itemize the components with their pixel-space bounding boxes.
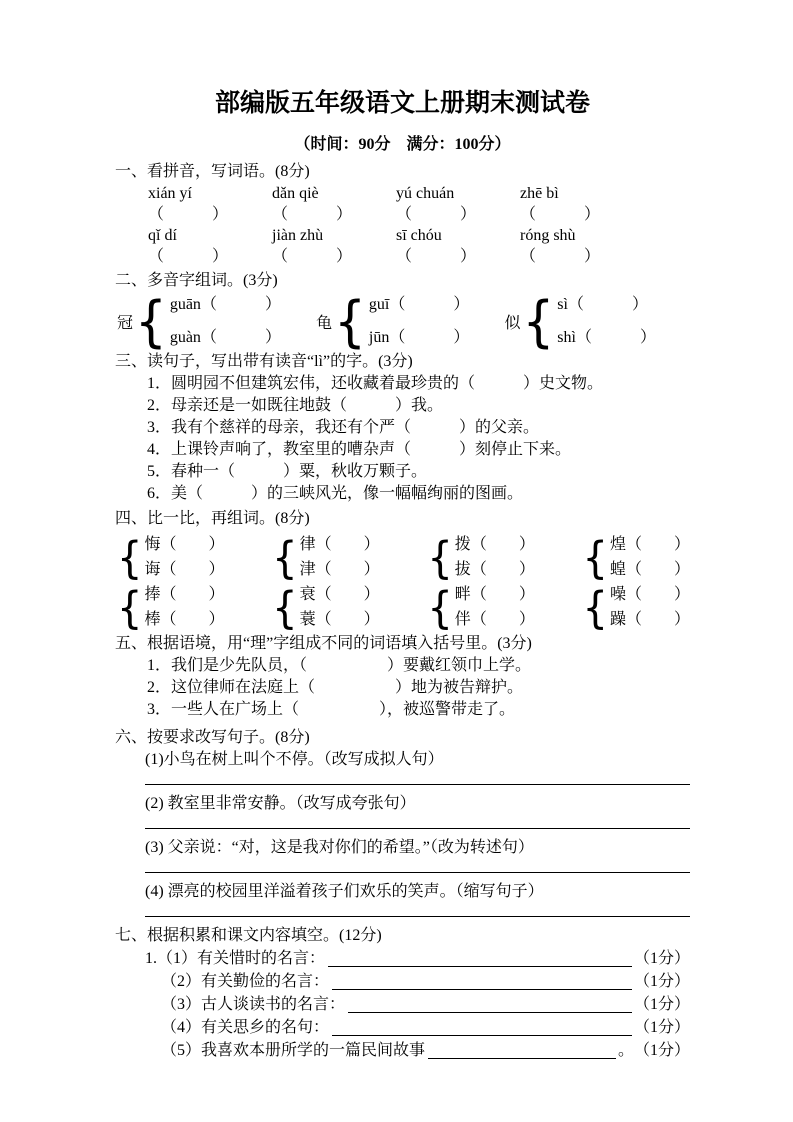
- reading-line: [170, 295, 281, 315]
- compare-pair: [300, 535, 380, 580]
- compare-line: [300, 585, 380, 605]
- polyphone-group: [504, 289, 656, 354]
- blank-parens: （ ）: [389, 329, 470, 347]
- compare-pair: [144, 535, 224, 580]
- compare-line: [300, 560, 380, 580]
- pinyin-reading: shì: [557, 329, 576, 347]
- reading-line: [369, 295, 469, 315]
- blank-parens: （ ）: [272, 248, 353, 266]
- section-2-heading: 二、多音字组词。(3分): [115, 272, 278, 290]
- blank-parens: （ ）: [272, 206, 353, 224]
- blank-parens: （ ）: [470, 611, 535, 629]
- blank-parens: （ ）: [625, 611, 690, 629]
- blank-parens: （ ）: [200, 296, 281, 314]
- compare-line: [455, 535, 535, 555]
- pinyin-reading: guān: [169, 296, 201, 314]
- answer-brackets-row-1: [115, 204, 690, 225]
- section-2: [115, 270, 690, 354]
- compare-line: [610, 560, 690, 580]
- rewrite-item: [115, 793, 690, 829]
- brace-glyph: {: [135, 289, 167, 354]
- hanzi: 伴: [454, 611, 471, 629]
- blank-parens: （ ）: [470, 586, 535, 604]
- pinyin-word: yú chuán: [396, 185, 455, 203]
- question-item: 2．母亲还是一如既往地鼓（ ）我。: [147, 397, 444, 415]
- blank-parens: （ ）: [567, 296, 648, 314]
- blank-parens: （ ）: [470, 561, 535, 579]
- fill-suffix: 。: [617, 1042, 634, 1060]
- section-7: [115, 925, 690, 1062]
- question-item: 6．美（ ）的三峡风光，像一幅幅绚丽的图画。: [147, 485, 524, 503]
- blank-parens: （ ）: [575, 329, 656, 347]
- hanzi: 诲: [144, 561, 161, 579]
- score-label: （1分）: [633, 1019, 690, 1037]
- section-1-heading: 一、看拼音，写词语。(8分): [115, 163, 310, 181]
- compare-line: [455, 560, 535, 580]
- score-label: （1分）: [633, 950, 690, 968]
- hanzi: 衰: [299, 586, 316, 604]
- compare-line: [610, 535, 690, 555]
- section-7-heading: 七、根据积累和课文内容填空。(12分): [115, 927, 382, 945]
- section-6: [115, 727, 690, 917]
- answer-line: [145, 771, 690, 785]
- pinyin-word: róng shù: [520, 227, 576, 245]
- blank-parens: （ ）: [160, 586, 225, 604]
- section-4: [115, 508, 690, 634]
- hanzi: 律: [299, 536, 316, 554]
- section-1: [115, 161, 690, 267]
- section-6-heading: 六、按要求改写句子。(8分): [115, 729, 310, 747]
- compare-line: [610, 585, 690, 605]
- fill-label: （4）有关思乡的名句：: [161, 1019, 330, 1037]
- compare-row-2: [117, 582, 690, 634]
- blank-parens: （ ）: [315, 561, 380, 579]
- compare-line: [144, 535, 224, 555]
- question-item: 1．圆明园不但建筑宏伟，还收藏着最珍贵的（ ）史文物。: [147, 375, 604, 393]
- blank-parens: （ ）: [160, 561, 225, 579]
- blank-parens: （ ）: [148, 248, 229, 266]
- hanzi: 悔: [144, 536, 161, 554]
- compare-pair: [610, 535, 690, 580]
- question-item: (4) 漂亮的校园里洋溢着孩子们欢乐的笑声。（缩写句子）: [145, 883, 544, 901]
- reading-list: [369, 295, 469, 348]
- blank-parens: （ ）: [470, 536, 535, 554]
- reading-line: [557, 295, 656, 315]
- pinyin-word: jiàn zhù: [272, 227, 324, 245]
- brace-glyph: {: [117, 582, 143, 634]
- compare-group: [427, 582, 535, 634]
- brace-glyph: {: [522, 289, 555, 354]
- compare-group: [117, 532, 225, 584]
- pinyin-reading: guī: [368, 296, 390, 314]
- question-item: 5．春种一（ ）粟，秋收万颗子。: [147, 463, 428, 481]
- question-item: 2．这位律师在法庭上（ ）地为被告辩护。: [147, 679, 524, 697]
- blank-parens: （ ）: [315, 536, 380, 554]
- question-item: (3) 父亲说：“对，这是我对你们的希望。”（改为转述句）: [145, 839, 534, 857]
- compare-line: [455, 610, 535, 630]
- pinyin-word: zhē bì: [520, 185, 559, 203]
- blank-parens: （ ）: [520, 206, 601, 224]
- exam-info: （时间：90分 满分：100分）: [294, 136, 511, 154]
- score-label: （1分）: [633, 973, 690, 991]
- answer-brackets-row-2: [115, 246, 690, 267]
- polyphone-char: 似: [504, 315, 521, 333]
- score-label: （1分）: [633, 996, 690, 1014]
- fill-blank-line: [332, 1019, 632, 1036]
- compare-pair: [455, 535, 535, 580]
- brace-glyph: {: [427, 532, 453, 584]
- compare-group: [582, 582, 690, 634]
- fill-label: 1.（1）有关惜时的名言：: [145, 950, 326, 968]
- reading-list: [170, 295, 281, 348]
- question-item: 3．我有个慈祥的母亲，我还有个严（ ）的父亲。: [147, 419, 540, 437]
- section-3: [115, 351, 690, 505]
- blank-parens: （ ）: [148, 206, 229, 224]
- page-title: 部编版五年级语文上册期末测试卷: [214, 90, 590, 117]
- rewrite-item: [115, 749, 690, 785]
- compare-line: [144, 560, 224, 580]
- hanzi: 棒: [144, 611, 161, 629]
- blank-parens: （ ）: [396, 206, 477, 224]
- compare-line: [300, 535, 380, 555]
- question-item: (2) 教室里非常安静。（改写成夸张句）: [145, 795, 416, 813]
- section-5-heading: 五、根据语境，用“理”字组成不同的词语填入括号里。(3分): [115, 635, 532, 653]
- brace-glyph: {: [582, 532, 608, 584]
- polyphone-char: 龟: [316, 315, 333, 333]
- compare-pair: [144, 585, 224, 630]
- compare-group: [117, 582, 225, 634]
- fill-item: [115, 1016, 690, 1039]
- blank-parens: （ ）: [315, 611, 380, 629]
- brace-glyph: {: [272, 582, 298, 634]
- blank-parens: （ ）: [396, 248, 477, 266]
- compare-group: [427, 532, 535, 584]
- hanzi: 噪: [609, 586, 626, 604]
- blank-parens: （ ）: [625, 586, 690, 604]
- brace-glyph: {: [427, 582, 453, 634]
- fill-item: [115, 970, 690, 993]
- hanzi: 拨: [454, 536, 471, 554]
- section-4-heading: 四、比一比，再组词。(8分): [115, 510, 310, 528]
- section-5: [115, 633, 690, 721]
- compare-group: [272, 532, 380, 584]
- blank-parens: （ ）: [389, 296, 470, 314]
- blank-parens: （ ）: [160, 611, 225, 629]
- compare-group: [272, 582, 380, 634]
- compare-group: [582, 532, 690, 584]
- compare-pair: [455, 585, 535, 630]
- rewrite-item: [115, 881, 690, 917]
- pinyin-row-2: [115, 225, 690, 246]
- pinyin-reading: jūn: [368, 329, 390, 347]
- fill-blank-line: [328, 950, 632, 967]
- polyphone-group: [117, 289, 281, 354]
- fill-item: [115, 1039, 690, 1062]
- pinyin-word: qǐ dí: [148, 227, 177, 245]
- pinyin-word: xián yí: [148, 185, 192, 203]
- hanzi: 蝗: [609, 561, 626, 579]
- answer-line: [145, 903, 690, 917]
- fill-label: （2）有关勤俭的名言：: [161, 973, 330, 991]
- pinyin-reading: sì: [557, 296, 568, 314]
- pinyin-reading: guàn: [169, 329, 201, 347]
- hanzi: 畔: [454, 586, 471, 604]
- blank-parens: （ ）: [625, 536, 690, 554]
- polyphone-group: [316, 289, 470, 354]
- fill-blank-line: [348, 996, 632, 1013]
- compare-line: [300, 610, 380, 630]
- brace-glyph: {: [334, 289, 366, 354]
- hanzi: 捧: [144, 586, 161, 604]
- blank-parens: （ ）: [160, 536, 225, 554]
- fill-blank-line: [428, 1042, 616, 1059]
- fill-label: （3）古人谈读书的名言：: [161, 996, 346, 1014]
- pinyin-word: sī chóu: [396, 227, 442, 245]
- hanzi: 躁: [609, 611, 626, 629]
- question-item: 3．一些人在广场上（ ），被巡警带走了。: [147, 701, 516, 719]
- compare-line: [610, 610, 690, 630]
- hanzi: 蓑: [299, 611, 316, 629]
- answer-line: [145, 859, 690, 873]
- brace-glyph: {: [117, 532, 143, 584]
- reading-line: [170, 328, 281, 348]
- reading-list: [557, 295, 656, 348]
- compare-row-1: [117, 532, 690, 584]
- compare-line: [144, 610, 224, 630]
- blank-parens: （ ）: [315, 586, 380, 604]
- polyphone-row: [117, 289, 690, 354]
- blank-parens: （ ）: [625, 561, 690, 579]
- question-item: (1)小鸟在树上叫个不停。（改写成拟人句）: [145, 751, 444, 769]
- brace-glyph: {: [272, 532, 298, 584]
- hanzi: 津: [299, 561, 316, 579]
- question-item: 1．我们是少先队员，（ ）要戴红领巾上学。: [147, 657, 532, 675]
- reading-line: [369, 328, 469, 348]
- fill-item: [115, 947, 690, 970]
- blank-parens: （ ）: [520, 248, 601, 266]
- score-label: （1分）: [633, 1042, 690, 1060]
- section-3-heading: 三、读句子，写出带有读音“lì”的字。(3分): [115, 353, 413, 371]
- pinyin-word: dǎn qiè: [272, 185, 319, 203]
- blank-parens: （ ）: [200, 329, 281, 347]
- brace-glyph: {: [582, 582, 608, 634]
- polyphone-char: 冠: [117, 315, 134, 333]
- compare-pair: [300, 585, 380, 630]
- pinyin-row-1: [115, 183, 690, 204]
- hanzi: 煌: [609, 536, 626, 554]
- fill-label: （5）我喜欢本册所学的一篇民间故事: [161, 1042, 426, 1060]
- fill-item: [115, 993, 690, 1016]
- fill-blank-line: [332, 973, 632, 990]
- compare-pair: [610, 585, 690, 630]
- answer-line: [145, 815, 690, 829]
- rewrite-item: [115, 837, 690, 873]
- compare-line: [455, 585, 535, 605]
- compare-line: [144, 585, 224, 605]
- reading-line: [557, 328, 656, 348]
- question-item: 4．上课铃声响了，教室里的嘈杂声（ ）刻停止下来。: [147, 441, 572, 459]
- hanzi: 拔: [454, 561, 471, 579]
